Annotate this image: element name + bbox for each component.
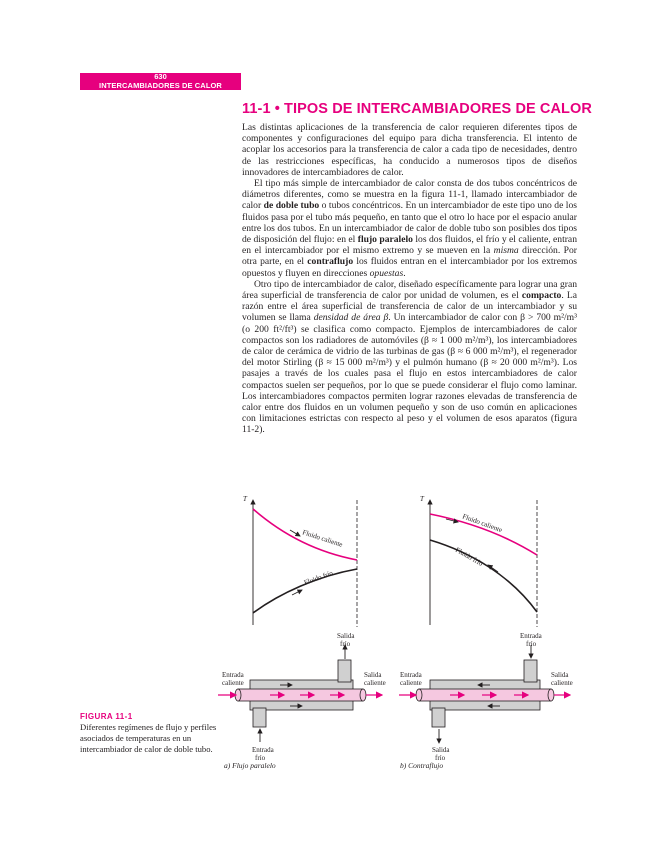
hot-fluid-label: Fluido caliente: [461, 512, 504, 535]
cold-inlet-pipe: [524, 660, 537, 682]
subfigure-label-a: a) Flujo paralelo: [224, 761, 276, 770]
axis-label-T: T: [243, 495, 247, 503]
cold-inlet-label: Entrada: [520, 632, 542, 640]
hot-outlet-label: caliente: [364, 679, 386, 687]
figure-caption-text: Diferentes regímenes de flujo y perfiles asociados de temperaturas en un intercambiador de calor de doble tubo.: [80, 722, 217, 754]
cold-fluid-curve: [430, 540, 537, 612]
exchanger-parallel: [218, 632, 386, 770]
hot-outlet-label: Salida: [551, 671, 569, 679]
hot-outlet-label: caliente: [551, 679, 573, 687]
cold-arrow: [292, 590, 302, 595]
temperature-plot-counterflow: [420, 495, 537, 627]
hot-inlet-label: caliente: [222, 679, 244, 687]
subfigure-label-b: b) Contraflujo: [400, 761, 444, 770]
hot-inlet-label: Entrada: [400, 671, 422, 679]
chapter-title: INTERCAMBIADORES DE CALOR: [99, 81, 222, 90]
cold-inlet-label: frío: [255, 754, 266, 762]
axis-label-T: T: [420, 495, 424, 503]
paragraph-2: El tipo más simple de intercambiador de calor consta de dos tubos concéntricos de diámetros diferentes, como se muestra en la figura 11-1, llamado intercambiador de calor de doble tubo o tubos concéntricos. En un intercambiador de este tipo uno de los fluidos pasa por el tubo más pequeño, en tanto que el otro lo hace por el espacio anular entre los dos tubos. En un intercambiador de calor de doble tubo son posibles dos tipos de disposición del flujo: en el flujo paralelo los dos fluidos, el frío y el caliente, entran en el intercambiador por el mismo extremo y se mueven en la misma dirección. Por otra parte, en el contraflujo los fluidos entran en el intercambiador por los extremos opuestos y fluyen en direcciones opuestas.: [242, 178, 578, 279]
cold-fluid-label: Fluido frío: [302, 569, 335, 587]
page-number: 630: [154, 72, 167, 81]
temperature-plot-parallel: [243, 495, 357, 627]
cold-outlet-label: Salida: [432, 746, 450, 754]
hot-inlet-label: caliente: [400, 679, 422, 687]
paragraph-3: Otro tipo de intercambiador de calor, diseñado específicamente para lograr una gran área superficial de transferencia de calor por unidad de volumen, es el compacto. La razón entre el área superficial de transferencia de calor de un intercambiador y su volumen se llama densidad de área β. Un intercambiador de calor con β > 700 m²/m³ (o 200 ft²/ft³) se clasifica como compacto. Ejemplos de intercambiadores de calor compactos son los radiadores de automóviles (β ≈ 1 000 m²/m³), los intercambiadores de calor de cerámica de vidrio de las turbinas de gas (β ≈ 6 000 m²/m³), el regenerador del motor Stirling (β ≈ 15 000 m²/m³) y el pulmón humano (β ≈ 20 000 m²/m³). Los pasajes a través de los cuales pasa el flujo en estos intercambiadores de calor compactos suelen ser pequeños, por lo que se puede considerar el flujo como laminar. Los intercambiadores compactos permiten lograr razones elevadas de transferencia de calor entre dos fluidos en un volumen pequeño y son de uso común en aplicaciones con limitaciones estrictas con respecto al peso y el volumen de esos aparatos (figura 11-2).: [242, 278, 577, 436]
cold-inlet-label: Entrada: [252, 746, 274, 754]
hot-arrow: [290, 530, 300, 536]
cold-outlet-pipe: [338, 660, 351, 682]
cold-inlet-pipe: [253, 708, 266, 727]
exchanger-counterflow: [399, 632, 573, 770]
cold-inlet-label: frío: [526, 640, 537, 648]
paragraph-1: Las distintas aplicaciones de la transferencia de calor requieren diferentes tipos de componentes y configuraciones del equipo para dicha transferencia. El intento de acoplar los accesorios para la transferencia de calor a cada tipo de necesidades, dentro de las restricciones específicas, ha conducido a numerosos tipos de diseños innovadores de intercambiadores de calor.: [242, 122, 577, 178]
section-title: 11-1 • TIPOS DE INTERCAMBIADORES DE CALOR: [242, 101, 592, 117]
figure-label: FIGURA 11-1: [80, 712, 133, 721]
hot-outlet-label: Salida: [364, 671, 382, 679]
cold-fluid-curve: [253, 569, 357, 613]
cold-outlet-label: Salida: [337, 632, 355, 640]
inner-tube-end: [360, 689, 366, 701]
hot-inlet-label: Entrada: [222, 671, 244, 679]
cold-outlet-label: frío: [435, 754, 446, 762]
cold-fluid-label: Fluido frío: [454, 545, 485, 568]
cold-outlet-label: frío: [340, 640, 351, 648]
inner-tube-end: [416, 689, 422, 701]
hot-fluid-label: Fluido caliente: [301, 528, 344, 549]
cold-outlet-pipe: [432, 708, 445, 727]
cold-arrow: [488, 565, 498, 572]
inner-tube-end: [548, 689, 554, 701]
